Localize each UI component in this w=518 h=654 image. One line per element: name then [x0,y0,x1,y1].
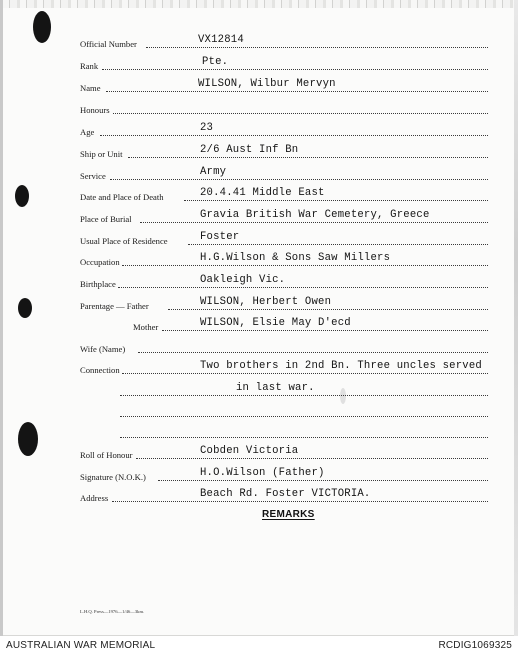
field-service [0,162,518,182]
field-place-of-burial [0,205,518,225]
field-parentage-father [0,292,518,312]
field-value: 20.4.41 Middle East [200,187,325,199]
field-label: Name [80,83,101,93]
field-label: Age [80,127,95,137]
field-value: WILSON, Elsie May D'ecd [200,317,351,329]
field-value: Pte. [202,56,229,68]
field-label: Parentage — Father [80,301,149,311]
record-id: RCDIG1069325 [438,640,512,651]
dotted-line [146,47,488,48]
dotted-line [136,458,488,459]
field-honours [0,96,518,116]
dotted-line [168,309,488,310]
field-signature-nok [0,463,518,483]
field-value: Beach Rd. Foster VICTORIA. [200,488,371,500]
field-value: H.O.Wilson (Father) [200,467,325,479]
field-label: Birthplace [80,279,116,289]
dotted-line [184,200,488,201]
field-value: 2/6 Aust Inf Bn [200,144,299,156]
dotted-line [120,437,488,438]
dotted-line [120,395,488,396]
dotted-line [128,157,488,158]
field-label: Occupation [80,257,120,267]
printer-imprint: L.H.Q. Press—1976—1/46—3km. [80,609,145,614]
card-top-edge [0,0,518,8]
field-occupation [0,248,518,268]
field-ship-or-unit [0,140,518,160]
dotted-line [122,265,488,266]
field-official-number [0,30,518,50]
dotted-line [158,480,488,481]
field-value: Army [200,166,227,178]
field-birthplace [0,270,518,290]
field-value: Foster [200,231,240,243]
field-label: Signature (N.O.K.) [80,472,146,482]
field-label: Connection [80,365,120,375]
field-age [0,118,518,138]
archive-footer [0,636,518,654]
dotted-line [102,69,488,70]
field-value: 23 [200,122,214,134]
field-name [0,74,518,94]
field-label: Place of Burial [80,214,132,224]
dotted-line [120,416,488,417]
dotted-line [122,373,488,374]
field-connection-continued [0,378,518,398]
dotted-line [118,287,488,288]
field-wife-name [0,335,518,355]
field-label: Address [80,493,109,503]
field-label: Wife (Name) [80,344,126,354]
field-value: H.G.Wilson & Sons Saw Millers [200,252,391,264]
archive-name: AUSTRALIAN WAR MEMORIAL [6,640,156,651]
field-value: WILSON, Herbert Owen [200,296,332,308]
field-roll-of-honour [0,441,518,461]
field-usual-place-of-residence [0,227,518,247]
field-label: Rank [80,61,99,71]
field-mother [0,313,518,333]
field-label: Official Number [80,39,137,49]
dotted-line [112,501,488,502]
dotted-line [188,244,488,245]
dotted-line [106,91,488,92]
field-value: Two brothers in 2nd Bn. Three uncles served [200,360,482,372]
field-value: Oakleigh Vic. [200,274,286,286]
field-rank [0,52,518,72]
field-blank-line [0,420,518,440]
field-value: Gravia British War Cemetery, Greece [200,209,430,221]
field-value: in last war. [236,382,315,394]
field-label: Ship or Unit [80,149,123,159]
dotted-line [100,135,488,136]
field-label: Date and Place of Death [80,192,164,202]
field-value: Cobden Victoria [200,445,299,457]
field-label: Honours [80,105,110,115]
field-value: VX12814 [198,34,244,46]
dotted-line [110,179,488,180]
dotted-line [140,222,488,223]
dotted-line [113,113,488,114]
field-label: Mother [133,322,159,332]
field-label: Roll of Honour [80,450,133,460]
field-value: WILSON, Wilbur Mervyn [198,78,336,90]
field-label: Service [80,171,106,181]
field-date-and-place-of-death [0,183,518,203]
remarks-heading: REMARKS [262,509,315,520]
dotted-line [162,330,488,331]
field-address [0,484,518,504]
dotted-line [138,352,488,353]
field-label: Usual Place of Residence [80,236,168,246]
field-connection [0,356,518,376]
field-blank-line [0,399,518,419]
